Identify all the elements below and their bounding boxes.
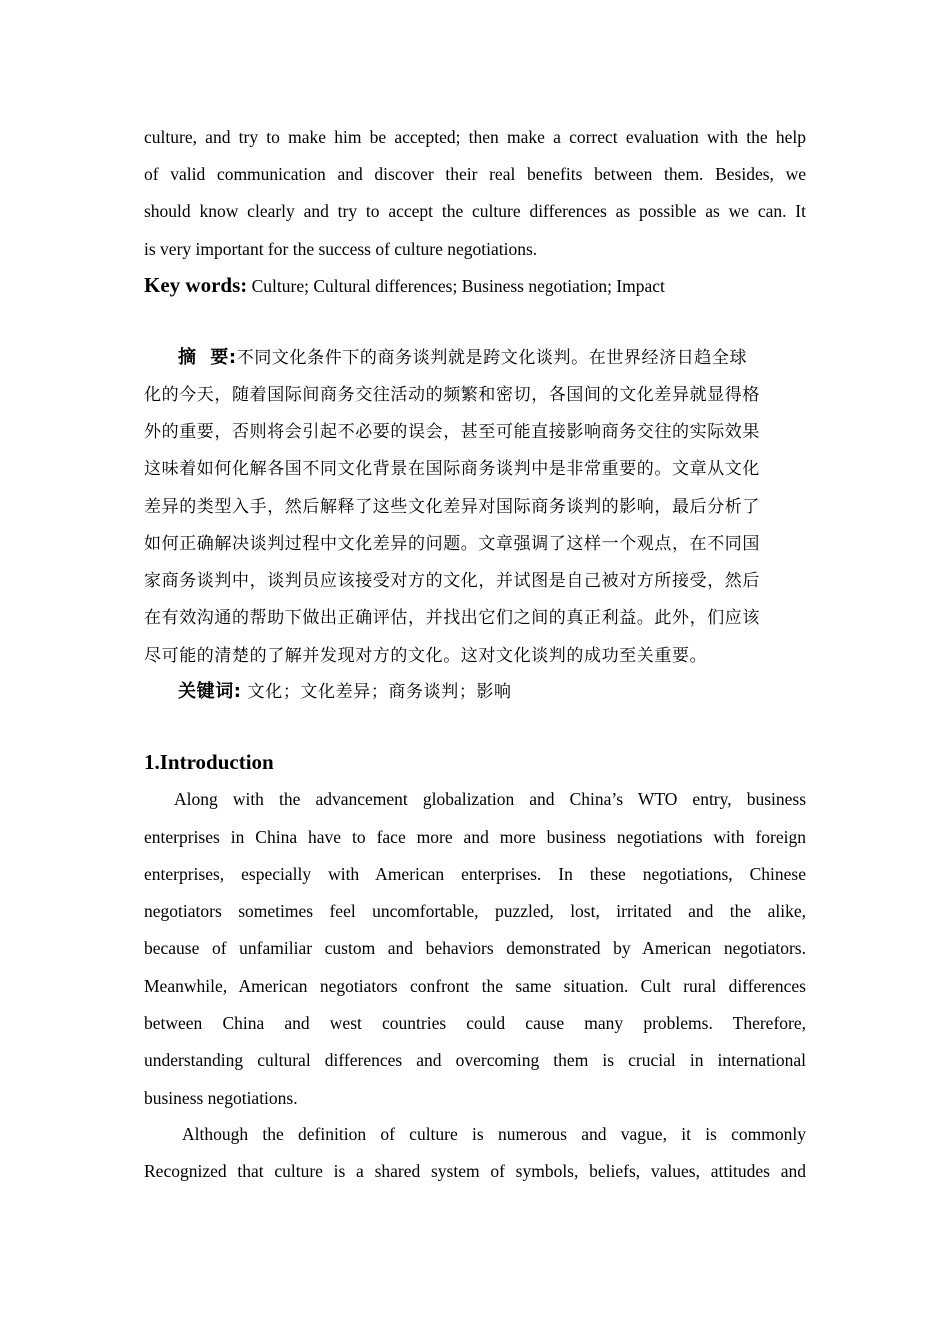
paragraph-line: enterprises, especially with American enterprises. In these negotiations, Chinese <box>144 864 806 884</box>
keywords-cn-text: 文化；文化差异；商务谈判；影响 <box>247 682 512 702</box>
paragraph-line: Along with the advancement globalization and China’s WTO entry, business <box>174 789 806 809</box>
abstract-cn-line: 在有效沟通的帮助下做出正确评估，并找出它们之间的真正利益。此外，们应该 <box>144 608 760 628</box>
paragraph-line: business negotiations. <box>144 1088 298 1108</box>
paragraph-line: Recognized that culture is a shared system of symbols, beliefs, values, attitudes and <box>144 1161 806 1181</box>
abstract-cn-line: 如何正确解决谈判过程中文化差异的问题。文章强调了这样一个观点，在不同国 <box>144 534 760 554</box>
abstract-cn-first-line <box>178 347 806 369</box>
paragraph-line: because of unfamiliar custom and behaviors demonstrated by American negotiators. <box>144 938 806 958</box>
paragraph-line: Although the definition of culture is numerous and vague, it is commonly <box>182 1124 806 1144</box>
paragraph-line: Meanwhile, American negotiators confront the same situation. Cult rural differences <box>144 976 806 996</box>
abstract-cn-line: 这味着如何化解各国不同文化背景在国际商务谈判中是非常重要的。文章从文化 <box>144 459 760 479</box>
paragraph-line: between China and west countries could cause many problems. Therefore, <box>144 1013 806 1033</box>
paragraph-line: enterprises in China have to face more and more business negotiations with foreign <box>144 827 806 847</box>
abstract-en-line: culture, and try to make him be accepted; then make a correct evaluation with the help <box>144 127 806 147</box>
keywords-en <box>144 274 806 297</box>
abstract-cn-line: 尽可能的清楚的了解并发现对方的文化。这对文化谈判的成功至关重要。 <box>144 646 708 666</box>
paragraph-line: understanding cultural differences and overcoming them is crucial in international <box>144 1050 806 1070</box>
keywords-en-text: Culture; Cultural differences; Business negotiation; Impact <box>251 276 665 296</box>
abstract-en-line: is very important for the success of culture negotiations. <box>144 239 538 259</box>
abstract-en-line: should know clearly and try to accept the culture differences as possible as we can. It <box>144 201 806 221</box>
keywords-cn <box>178 681 806 703</box>
keywords-cn-label: 关键词: <box>178 681 242 702</box>
abstract-cn-line: 不同文化条件下的商务谈判就是跨文化谈判。在世界经济日趋全球 <box>236 348 748 368</box>
abstract-cn-line: 差异的类型入手，然后解释了这些文化差异对国际商务谈判的影响，最后分析了 <box>144 497 760 517</box>
abstract-en-line: of valid communication and discover their real benefits between them. Besides, we <box>144 164 806 184</box>
section-heading: 1.Introduction <box>144 750 274 774</box>
paragraph-line: negotiators sometimes feel uncomfortable, puzzled, lost, irritated and the alike, <box>144 901 806 921</box>
keywords-en-label: Key words: <box>144 273 248 297</box>
abstract-cn-line: 外的重要，否则将会引起不必要的误会，甚至可能直接影响商务交往的实际效果 <box>144 422 760 442</box>
abstract-cn-label: 摘 要: <box>178 347 237 368</box>
abstract-cn-line: 家商务谈判中，谈判员应该接受对方的文化，并试图是自己被对方所接受，然后 <box>144 571 760 591</box>
abstract-cn-line: 化的今天，随着国际间商务交往活动的频繁和密切，各国间的文化差异就显得格 <box>144 385 760 405</box>
